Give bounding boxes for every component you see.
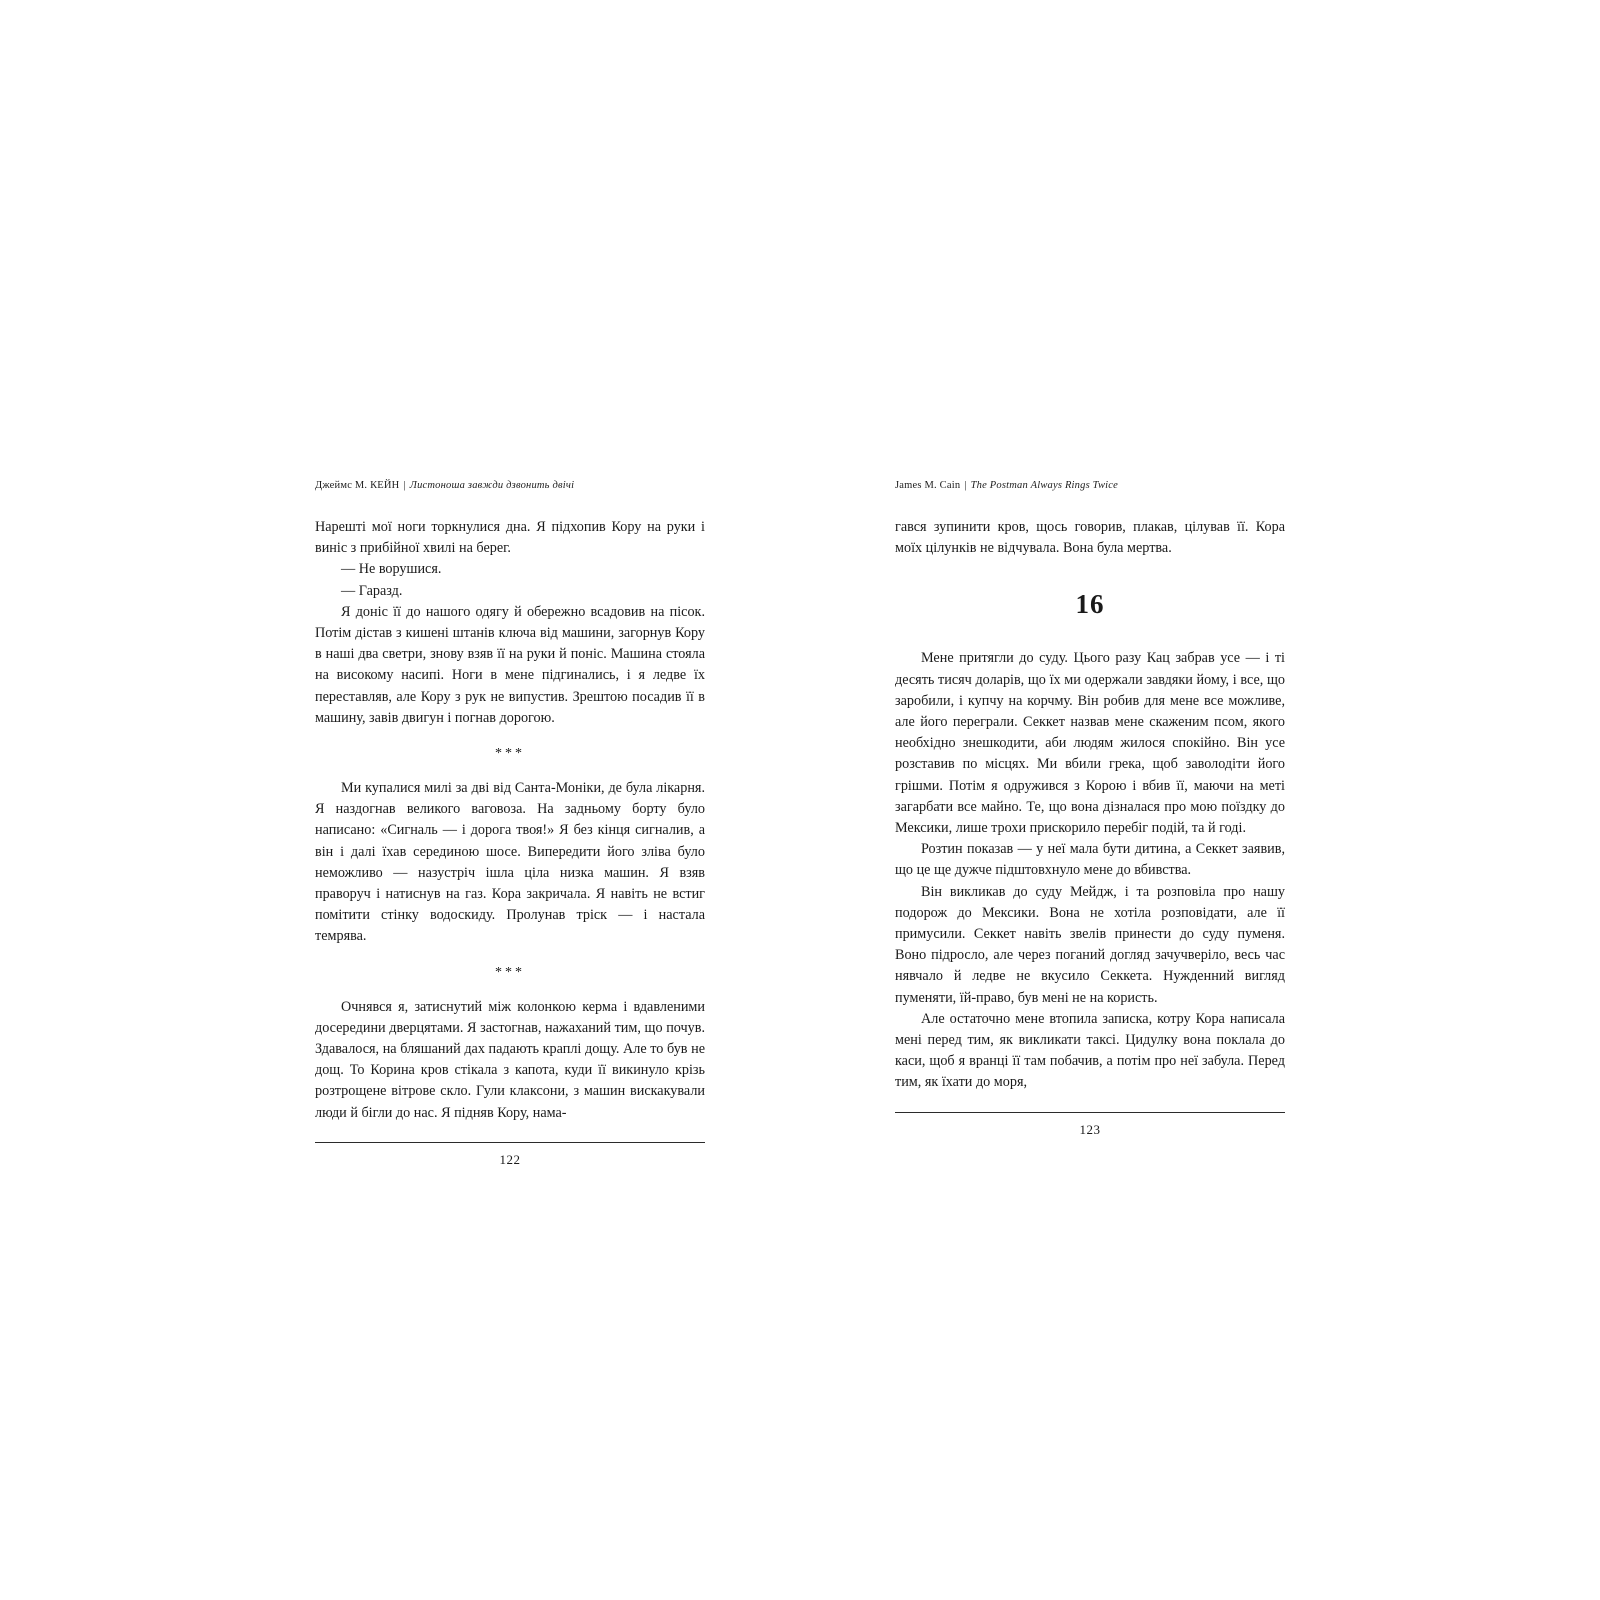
- running-head-author: Джеймс М. КЕЙН: [315, 480, 400, 491]
- running-head-title: The Postman Always Rings Twice: [970, 480, 1118, 491]
- paragraph: Розтин показав — у неї мала бути дитина, а Секкет заявив, що це ще дужче підштовхнуло мене до вбивства.: [895, 841, 1285, 879]
- paragraph: Він викликав до суду Мейдж, і та розповіла про нашу подорож до Мексики. Вона не хотіла розповідати, але її примусили. Секкет навіть звелів принести до суду пуменя. Воно підросло, але через поганий догляд зачучверіло, весь час нявчало й ледве не вкусило Секкета. Нужденний вигляд пуменяти, їй-право, був мені не на користь.: [895, 883, 1285, 1006]
- paragraph: гався зупинити кров, щось говорив, плакав, цілував її. Кора моїх цілунків не відчувала. Вона була мертва.: [895, 519, 1285, 557]
- chapter-number: 16: [1075, 589, 1105, 620]
- running-head-author: James M. Cain: [895, 480, 961, 491]
- paragraph: Мене притягли до суду. Цього разу Кац забрав усе — і ті десять тисяч доларів, що їх ми одержали завдяки йому, і все, що заробили, і купчу на корчму. Він робив для мене все можливе, але його переграли. Секкет назвав мене скаженим псом, якого необхідно знешкодити, аби людям жилося спокійно. Він усе розставив по місцях. Ми вбили грека, щоб заволодіти його грішми. Потім я одружився з Корою і вбив її, маючи на меті загарбати все майно. Те, що вона дізналася про мою поїздку до Мексики, лише трохи прискорило перебіг подій, та й годі.: [895, 650, 1285, 837]
- paragraph: — Гаразд.: [341, 582, 403, 599]
- left-page: [315, 480, 705, 1600]
- running-head-separator: |: [964, 480, 967, 491]
- running-head-left: [315, 480, 705, 491]
- running-head-separator: |: [403, 480, 406, 491]
- folio-block-right: [895, 1112, 1285, 1138]
- section-break: ***: [495, 746, 525, 762]
- paragraph: Очнявся я, затиснутий між колонкою керма і вдавленими досередини дверцятами. Я застогнав, нажаханий тим, що почув. Здавалося, на бляшаний дах падають краплі дощу. Але то був не дощ. То Корина кров стікала з капота, куди її викинуло крізь розтрощене вітрове скло. Гули клаксони, з машин вискакували люди й бігли до нас. Я підняв Кору, нама-: [315, 998, 705, 1121]
- folio-rule: [315, 1142, 705, 1143]
- paragraph: — Не ворушися.: [341, 561, 442, 578]
- page-number: 122: [499, 1151, 521, 1167]
- paragraph: Я доніс її до нашого одягу й обережно всадовив на пісок. Потім дістав з кишені штанів ключа від машини, загорнув Кору в наші два светри, знову взяв її на руки й поніс. Машина стояла на високому насипі. Ноги в мене підгинались, і я ледве їх переставляв, але Кору з рук не випустив. Зрештою посадив її в машину, завів двигун і погнав дорогою.: [315, 603, 705, 726]
- page-number: 123: [1079, 1121, 1101, 1137]
- folio-block-left: [315, 1142, 705, 1168]
- right-page-body: [895, 517, 1285, 1094]
- folio-rule: [895, 1112, 1285, 1113]
- right-page: [895, 480, 1285, 1600]
- paragraph: Ми купалися милі за дві від Санта-Моніки, де була лікарня. Я наздогнав великого ваговоза. На задньому борту було написано: «Сигналь — і дорога твоя!» Я без кінця сигналив, а він і далі їхав серединою шосе. Випередити його зліва було неможливо — назустріч ішла ціла низка машин. Я взяв праворуч і натиснув на газ. Кора закричала. Я навіть не встиг помітити стінку водоскиду. Пролунав тріск — і настала темрява.: [315, 780, 705, 945]
- section-break: ***: [495, 964, 525, 980]
- paragraph: Нарешті мої ноги торкнулися дна. Я підхопив Кору на руки і виніс з прибійної хвилі на берег.: [315, 519, 705, 557]
- paragraph: Але остаточно мене втопила записка, котру Кора написала мені перед тим, як викликати таксі. Цидулку вона поклала до каси, щоб я вранці її там побачив, а потім про неї забула. Перед тим, як їхати до моря,: [895, 1010, 1285, 1091]
- left-page-body: [315, 517, 705, 1124]
- running-head-title: Листоноша завжди дзвонить двічі: [409, 480, 575, 491]
- running-head-right: [895, 480, 1285, 491]
